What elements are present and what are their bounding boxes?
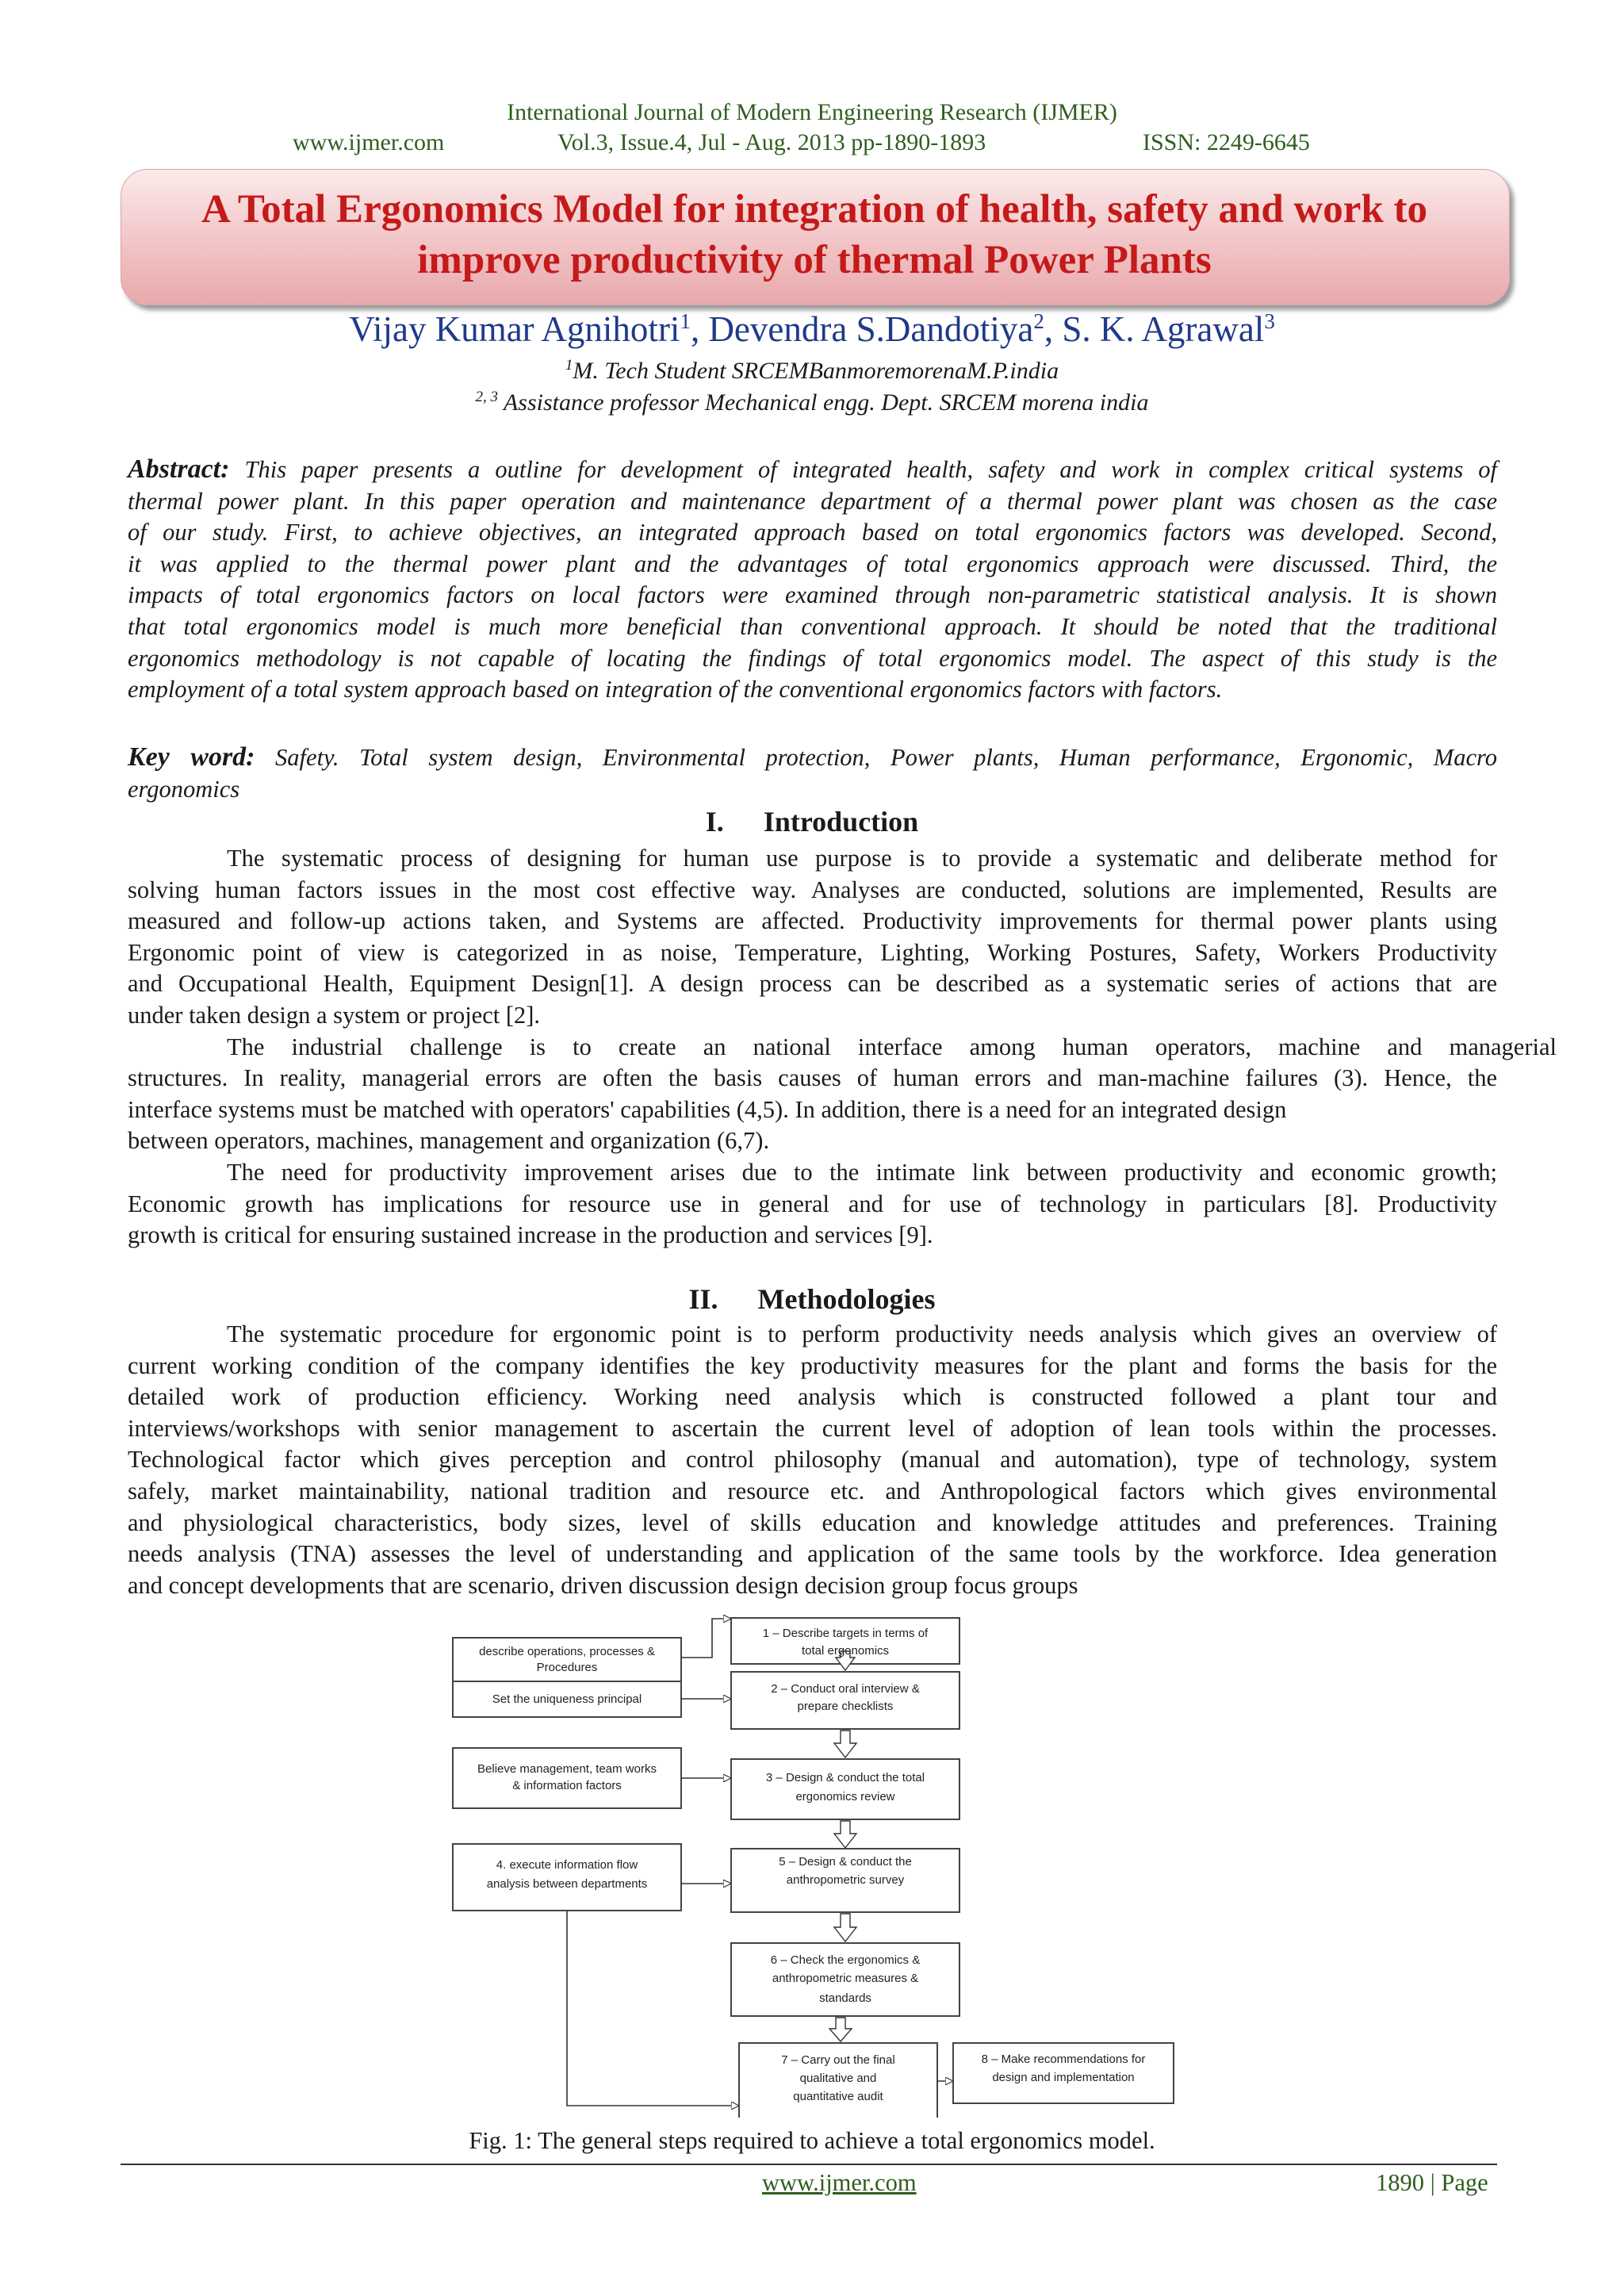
affiliation-mark: 1 (565, 357, 573, 374)
body-line: Economic growth has implications for resource use in general and for use of technology in particulars [8]. Productivity (128, 1190, 1497, 1217)
step-8-text: design and implementation (992, 2071, 1135, 2084)
section-number: II. (688, 1283, 718, 1315)
keywords-line: ergonomics (128, 775, 240, 803)
step-7-text: qualitative and (799, 2072, 877, 2085)
footer-rule (121, 2164, 1497, 2165)
abstract-line (128, 454, 1497, 486)
abstract-line: of our study. First, to achieve objectives, an integrated approach based on total ergonomics factors was developed. Second, (128, 519, 1497, 546)
body-line: detailed work of production efficiency. Working need analysis which is constructed followed a plant tour and (128, 1383, 1497, 1411)
keywords-text: Safety. Total system design, Environmental protection, Power plants, Human performance, Ergonomic, Macro (255, 744, 1497, 771)
body-line: solving human factors issues in the most cost effective way. Analyses are conducted, solutions are implemented, Results are (128, 876, 1497, 903)
paper-title (121, 184, 1508, 286)
author-affiliation-mark: 3 (1264, 309, 1275, 333)
abstract-line: thermal power plant. In this paper operation and maintenance department of a thermal power plant was chosen as the case (128, 487, 1497, 515)
step-3-text: ergonomics review (795, 1790, 895, 1803)
body-line: Technological factor which gives perception and control philosophy (manual and automation), type of technology, system (128, 1446, 1497, 1474)
abstract-line: it was applied to the thermal power plant and the advantages of total ergonomics approach were discussed. Third, the (128, 550, 1497, 577)
methodologies-body (128, 1319, 1497, 1601)
author-name: , Devendra S.Dandotiya (690, 309, 1034, 349)
abstract-line: impacts of total ergonomics factors on local factors were examined through non-parametric statistical analysis. It is shown (128, 581, 1497, 609)
body-line: measured and follow-up actions taken, and Systems are affected. Productivity improvements for thermal power plants using (128, 907, 1497, 935)
body-line: and Occupational Health, Equipment Design[1]. A design process can be described as a systematic series of actions that are (128, 970, 1497, 998)
execute-information-flow-text: analysis between departments (486, 1877, 648, 1891)
paper-title-line-1: A Total Ergonomics Model for integration of health, safety and work to (201, 187, 1428, 232)
affiliation-2 (0, 389, 1624, 416)
author-name: Vijay Kumar Agnihotri (349, 309, 680, 349)
body-line: The need for productivity improvement arises due to the intimate link between productivity and economic growth; (227, 1158, 1497, 1186)
step-6-text: 6 – Check the ergonomics & (770, 1953, 921, 1967)
step-6-text: standards (819, 1991, 871, 2005)
believe-management-text: Believe management, team works (477, 1762, 657, 1776)
abstract-line: ergonomics methodology is not capable of locating the findings of total ergonomics model. The aspect of this study is the (128, 644, 1497, 672)
body-line: structures. In reality, managerial errors are often the basis causes of human errors and man-machine failures (3). Hence, the (128, 1064, 1497, 1092)
section-heading-introduction (0, 805, 1624, 838)
abstract (128, 454, 1497, 706)
down-arrow (834, 1821, 856, 1848)
uniqueness-principal-text: Set the uniqueness principal (492, 1692, 642, 1706)
step-3-box (731, 1759, 959, 1819)
affiliation-mark: 2, 3 (475, 389, 499, 405)
section-heading-methodologies (0, 1282, 1624, 1316)
journal-volume: Vol.3, Issue.4, Jul - Aug. 2013 pp-1890-1893 (557, 129, 986, 155)
down-arrow (834, 1731, 856, 1757)
journal-url[interactable]: www.ijmer.com (293, 129, 445, 155)
footer-page-number: 1890 | Page (1376, 2169, 1488, 2196)
author-affiliation-mark: 2 (1033, 309, 1044, 333)
believe-management-text: & information factors (512, 1779, 622, 1792)
body-line: The industrial challenge is to create an national interface among human operators, machine and managerial (227, 1033, 1557, 1060)
introduction-body (128, 843, 1557, 1251)
body-line: and concept developments that are scenario, driven discussion design decision group focus groups (128, 1571, 1078, 1599)
section-title: Introduction (763, 806, 919, 838)
step-7-text: quantitative audit (793, 2090, 883, 2103)
execute-information-flow-text: 4. execute information flow (496, 1858, 638, 1872)
connector-arrow (681, 1619, 730, 1658)
author-list (0, 309, 1624, 350)
down-arrow (829, 2018, 852, 2041)
step-8-text: 8 – Make recommendations for (981, 2053, 1146, 2066)
body-line: current working condition of the company identifies the key productivity measures for the plant and forms the basis for the (128, 1351, 1497, 1379)
body-line: needs analysis (TNA) assesses the level of understanding and application of the same tools by the workforce. Idea generation (128, 1540, 1497, 1568)
believe-management-box (453, 1748, 681, 1808)
journal-issn: ISSN: 2249-6645 (1143, 129, 1310, 155)
affiliation-1 (0, 357, 1624, 385)
body-line: Ergonomic point of view is categorized in as noise, Temperature, Lighting, Working Postures, Safety, Workers Productivity (128, 938, 1497, 966)
author-affiliation-mark: 1 (680, 309, 691, 333)
body-line: under taken design a system or project [2]. (128, 1001, 541, 1029)
affiliation-text: M. Tech Student SRCEMBanmoremorenaM.P.india (573, 358, 1059, 384)
body-line: growth is critical for ensuring sustained increase in the production and services [9]. (128, 1221, 933, 1249)
step-7-text: 7 – Carry out the final (781, 2053, 895, 2067)
keywords (128, 742, 1497, 805)
down-arrow (834, 1914, 856, 1941)
section-number: I. (705, 806, 724, 838)
step-5-text: anthropometric survey (786, 1873, 905, 1887)
author-name: , S. K. Agrawal (1044, 309, 1265, 349)
section-title: Methodologies (757, 1283, 936, 1315)
paper-title-line-2: improve productivity of thermal Power Plants (417, 238, 1212, 282)
body-line: interface systems must be matched with operators' capabilities (4,5). In addition, there is a need for an integrated design (128, 1095, 1287, 1123)
body-line: safely, market maintainability, national tradition and resource etc. and Anthropological factors which gives environmental (128, 1477, 1497, 1504)
step-2-text: prepare checklists (797, 1700, 894, 1713)
step-1-text: total ergonomics (801, 1644, 890, 1658)
body-line: The systematic process of designing for human use purpose is to provide a systematic and deliberate method for (227, 845, 1497, 872)
step-1-text: 1 – Describe targets in terms of (762, 1627, 929, 1640)
body-line: The systematic procedure for ergonomic point is to perform productivity needs analysis which gives an overview of (227, 1320, 1497, 1347)
abstract-line: that total ergonomics model is much more beneficial than conventional approach. It should be noted that the traditional (128, 612, 1497, 640)
keywords-line (128, 742, 1497, 774)
body-line: between operators, machines, management and organization (6,7). (128, 1127, 770, 1155)
describe-operations-text: Procedures (536, 1661, 598, 1674)
step-3-text: 3 – Design & conduct the total (765, 1771, 925, 1784)
figure-caption: Fig. 1: The general steps required to achieve a total ergonomics model. (469, 2127, 1155, 2154)
flowchart-figure (444, 1610, 1182, 2118)
step-5-text: 5 – Design & conduct the (779, 1855, 912, 1869)
body-line: interviews/workshops with senior management to ascertain the current level of adoption of lean tools within the processes. (128, 1414, 1497, 1442)
footer-url-link[interactable]: www.ijmer.com (762, 2169, 917, 2196)
step-6-text: anthropometric measures & (772, 1972, 919, 1985)
affiliation-text: Assistance professor Mechanical engg. Dept. SRCEM morena india (498, 389, 1149, 416)
abstract-line: employment of a total system approach based on integration of the conventional ergonomics factors with factors. (128, 676, 1223, 703)
step-2-text: 2 – Conduct oral interview & (771, 1682, 920, 1696)
abstract-label: Abstract: (128, 454, 230, 484)
connector-arrow (567, 1911, 738, 2106)
journal-name: International Journal of Modern Engineering Research (IJMER) (507, 99, 1117, 125)
describe-operations-text: describe operations, processes & (479, 1645, 655, 1658)
body-line: and physiological characteristics, body sizes, level of skills education and knowledge attitudes and preferences. Training (128, 1508, 1497, 1536)
abstract-text: This paper presents a outline for development of integrated health, safety and work in complex critical systems of (229, 456, 1497, 483)
keywords-label: Key word: (128, 742, 255, 772)
